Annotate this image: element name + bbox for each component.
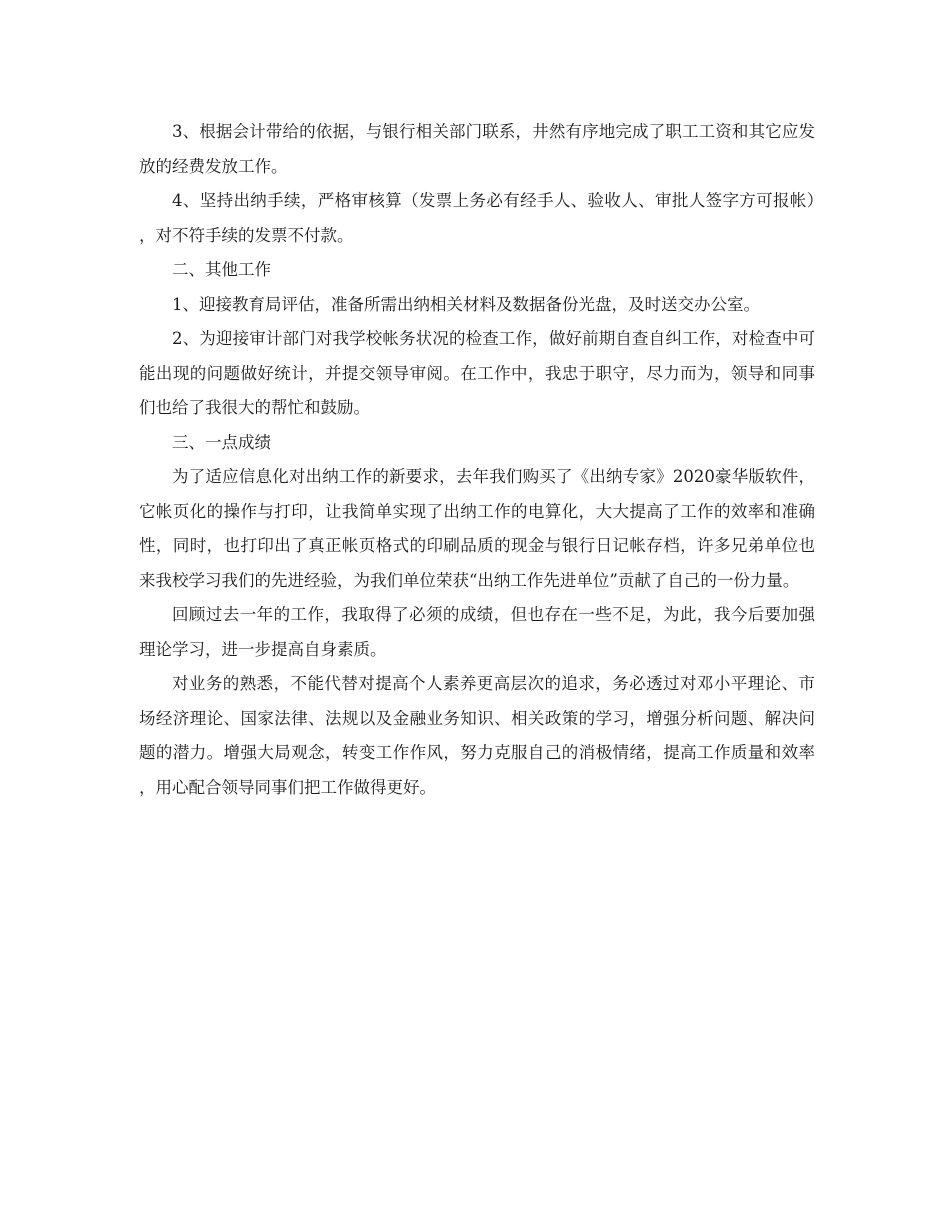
paragraph-audit-inspection: 2、为迎接审计部门对我学校帐务状况的检查工作，做好前期自查自纠工作，对检查中可能出现的问题做好统计，并提交领导审阅。在工作中，我忠于职守，尽力而为，领导和同事们也给了我很大的帮忙和鼓励。: [139, 329, 815, 417]
paragraph-improvement-plan: 对业务的熟悉，不能代替对提高个人素养更高层次的追求，务必透过对邓小平理论、市场经济理论、国家法律、法规以及金融业务知识、相关政策的学习，增强分析问题、解决问题的潜力。增强大局观念，转变工作作风，努力克服自己的消极情绪，提高工作质量和效率，用心配合领导同事们把工作做得更好。: [139, 674, 815, 797]
paragraph-review: 回顾过去一年的工作，我取得了必须的成绩，但也存在一些不足，为此，我今后要加强理论学习，进一步提高自身素质。: [139, 605, 815, 659]
paragraph-software-adoption: 为了适应信息化对出纳工作的新要求，去年我们购买了《出纳专家》2020豪华版软件，它帐页化的操作与打印，让我简单实现了出纳工作的电算化，大大提高了工作的效率和准确性，同时，也打印出了真正帐页格式的印刷品质的现金与银行日记帐存档，许多兄弟单位也来我校学习我们的先进经验，为我们单位荣获“出纳工作先进单位”贡献了自己的一份力量。: [139, 467, 815, 590]
paragraph-salary-payment: 3、根据会计带给的依据，与银行相关部门联系，井然有序地完成了职工工资和其它应发放的经费发放工作。: [139, 122, 815, 176]
section-heading-achievements: 三、一点成绩: [172, 432, 271, 452]
paragraph-audit-procedure: 4、坚持出纳手续，严格审核算（发票上务必有经手人、验收人、审批人签字方可报帐），对不符手续的发票不付款。: [139, 191, 815, 245]
document-body: [139, 115, 815, 805]
section-heading-other-work: 二、其他工作: [172, 260, 271, 279]
paragraph-evaluation-prep: 1、迎接教育局评估，准备所需出纳相关材料及数据备份光盘，及时送交办公室。: [172, 294, 760, 314]
